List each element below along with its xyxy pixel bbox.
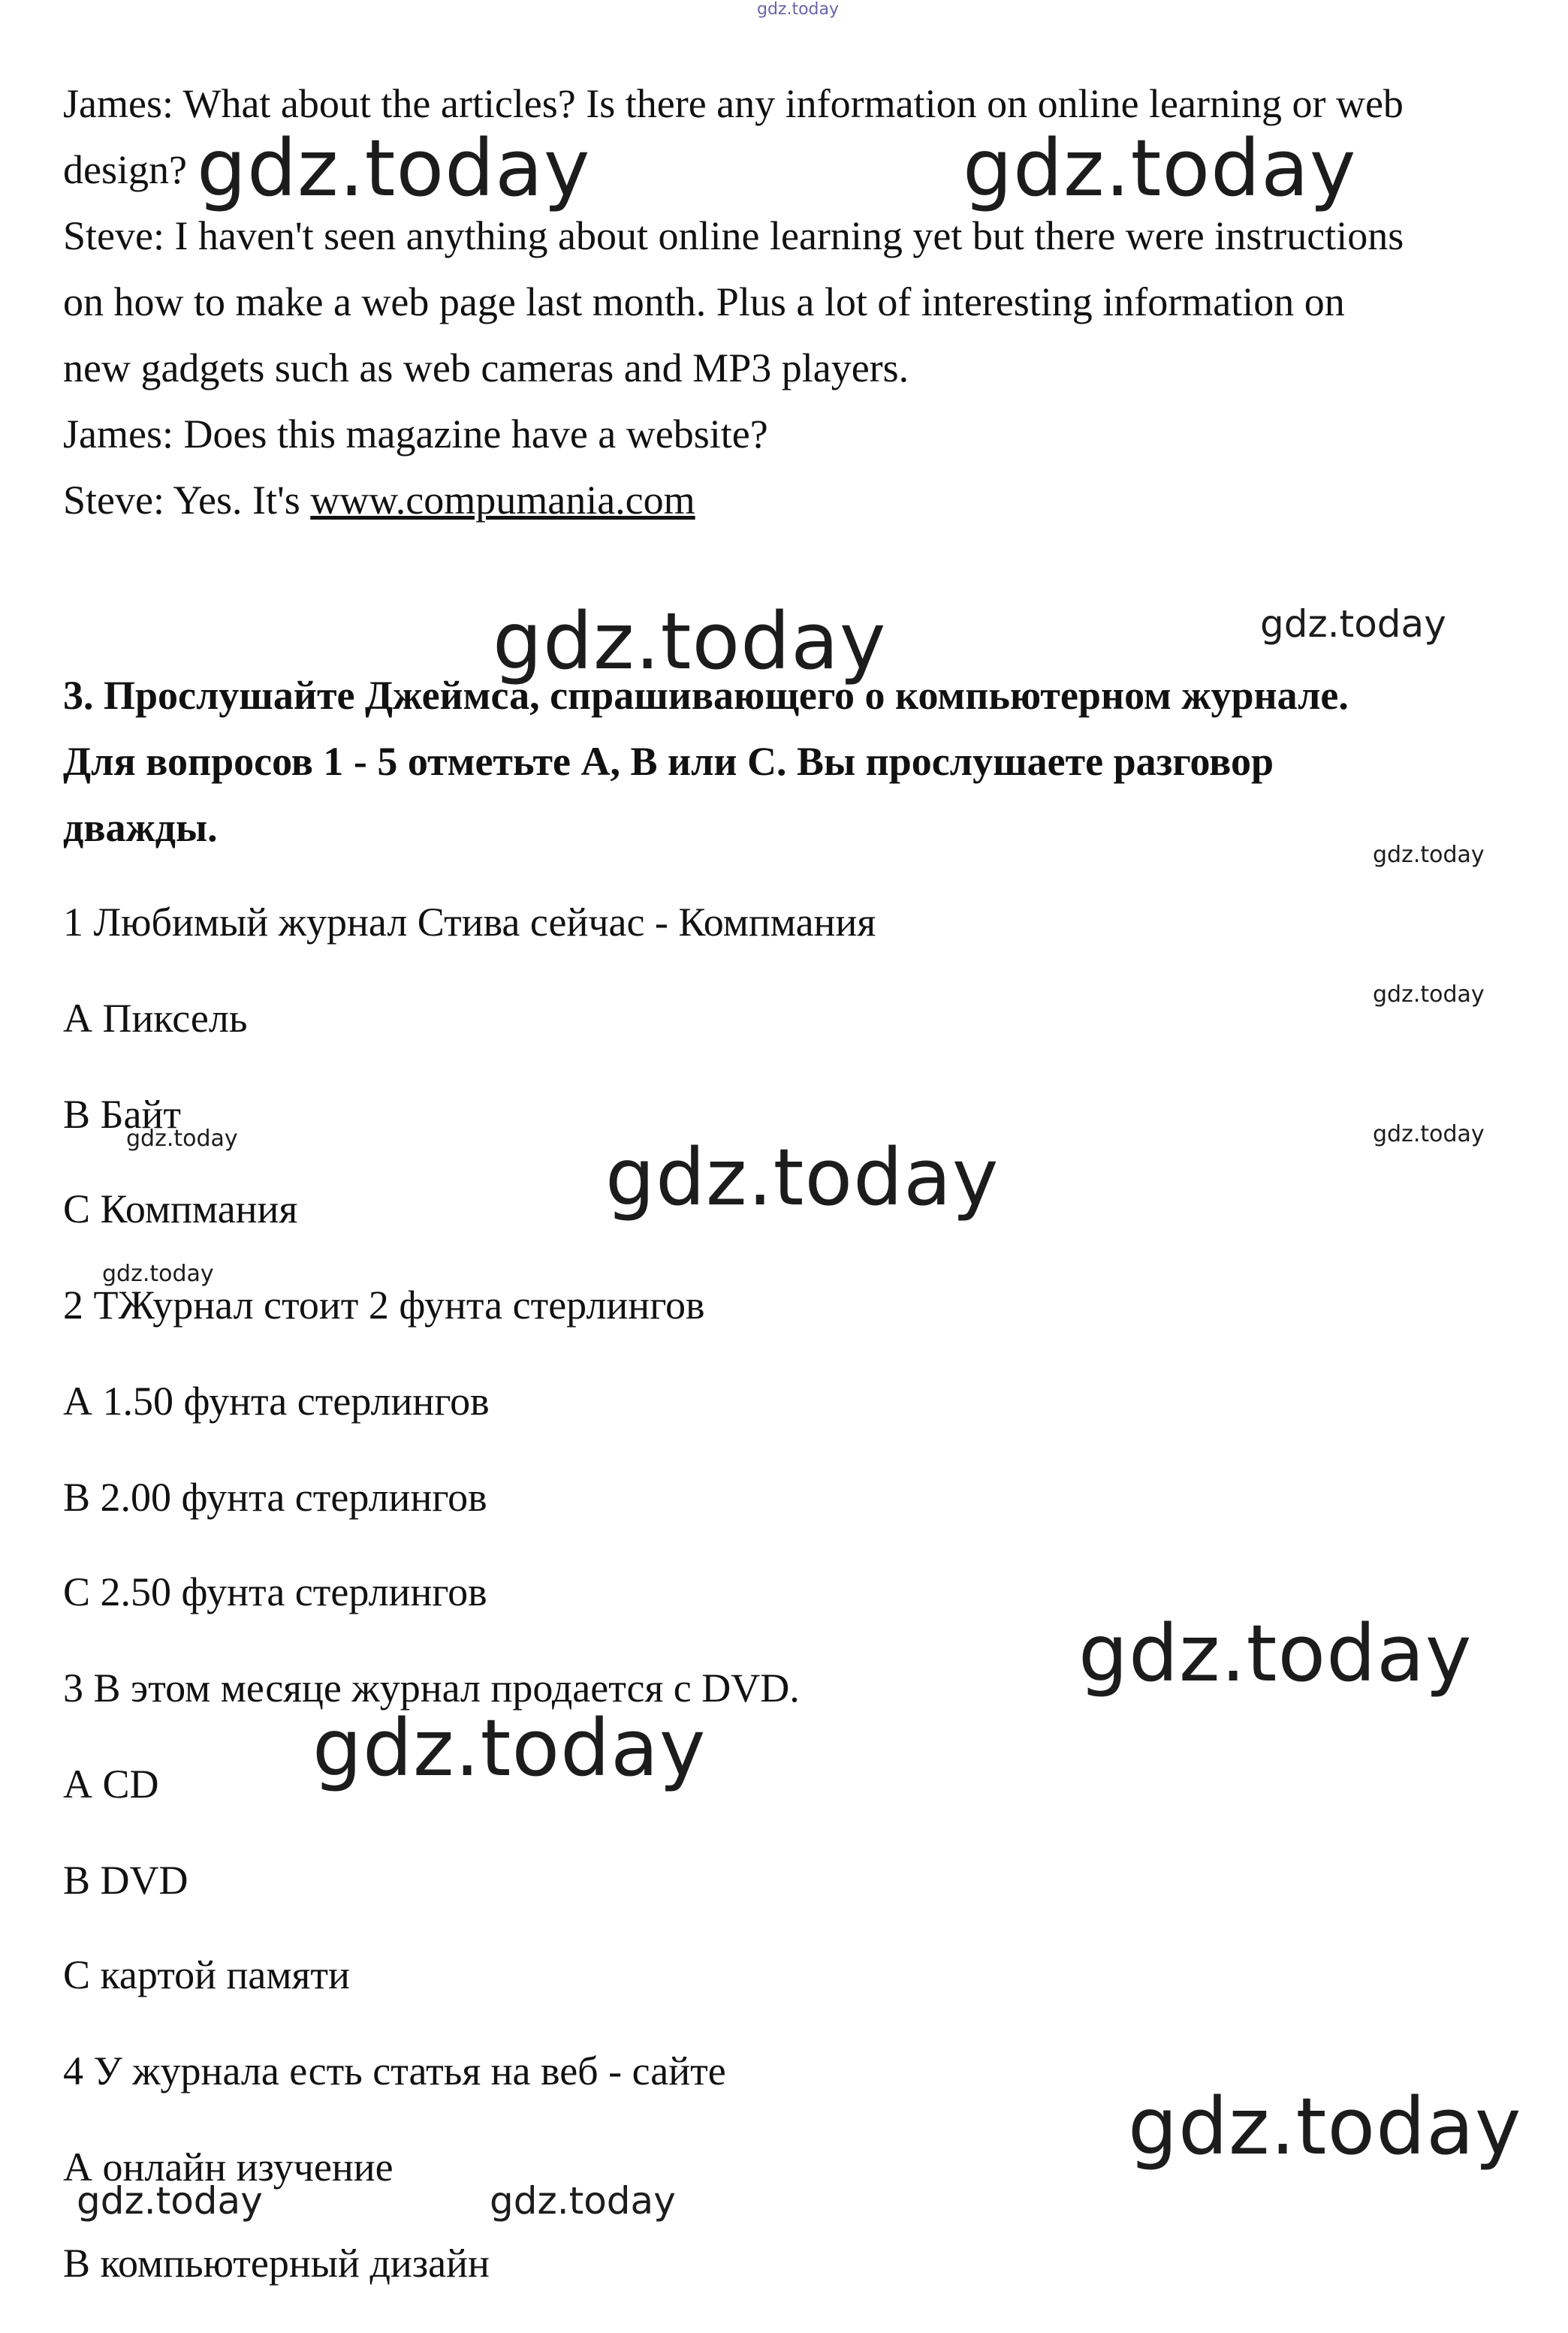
watermark-5: gdz.today — [1373, 842, 1485, 868]
task-heading-line-1: 3. Прослушайте Джеймса, спрашивающего о компьютерном журнале. — [63, 673, 1349, 718]
question-3-option-b: В DVD — [63, 1858, 188, 1903]
dialogue-line-2: design? — [63, 147, 187, 192]
question-4: 4 У журнала есть статья на веб - сайте — [63, 2048, 726, 2093]
dialogue-line-6: James: Does this magazine have a website? — [63, 411, 768, 457]
dialogue-line-7 — [63, 476, 695, 524]
question-3-option-c: С картой памяти — [63, 1952, 350, 1997]
watermark-2: gdz.today — [963, 122, 1357, 214]
watermark-12: gdz.today — [312, 1702, 707, 1794]
watermark-11: gdz.today — [1078, 1608, 1473, 1699]
question-2-option-a: А 1.50 фунта стерлингов — [63, 1379, 490, 1424]
question-1-option-a: А Пиксель — [63, 996, 248, 1041]
question-2-option-c: С 2.50 фунта стерлингов — [63, 1569, 487, 1614]
question-4-option-b: В компьютерный дизайн — [63, 2241, 490, 2286]
watermark-8: gdz.today — [126, 1126, 238, 1152]
dialogue-line-7-prefix: Steve: Yes. It's — [63, 478, 311, 523]
watermark-9: gdz.today — [605, 1132, 1000, 1223]
watermark-3: gdz.today — [493, 595, 887, 687]
watermark-top: gdz.today — [757, 0, 840, 19]
dialogue-line-4: on how to make a web page last month. Plus a lot of interesting information on — [63, 279, 1345, 324]
question-3: 3 В этом месяце журнал продается с DVD. — [63, 1665, 800, 1711]
watermark-1: gdz.today — [197, 122, 591, 214]
question-1-option-b: В Байт — [63, 1092, 181, 1137]
watermark-4: gdz.today — [1260, 602, 1446, 646]
dialogue-line-3: Steve: I haven't seen anything about online learning yet but there were instructions — [63, 213, 1404, 258]
watermark-13: gdz.today — [1128, 2081, 1522, 2172]
question-3-option-a: А CD — [63, 1762, 159, 1807]
task-heading-line-3: дважды. — [63, 805, 218, 850]
question-1-option-c: С Компмания — [63, 1186, 298, 1231]
watermark-14: gdz.today — [77, 2179, 263, 2223]
question-1: 1 Любимый журнал Стива сейчас - Компмания — [63, 900, 876, 945]
watermark-6: gdz.today — [1373, 981, 1485, 1008]
dialogue-line-5: new gadgets such as web cameras and MP3 players. — [63, 345, 909, 390]
website-link[interactable]: www.compumania.com — [310, 478, 695, 523]
dialogue-line-1: James: What about the articles? Is there any information on online learning or web — [63, 81, 1404, 126]
watermark-10: gdz.today — [102, 1261, 214, 1287]
question-2-option-b: В 2.00 фунта стерлингов — [63, 1475, 487, 1520]
question-4-option-a: А онлайн изучение — [63, 2145, 394, 2190]
watermark-7: gdz.today — [1373, 1121, 1485, 1147]
task-heading-line-2: Для вопросов 1 - 5 отметьте А, В или С. Вы прослушаете разговор — [63, 739, 1274, 784]
question-2: 2 ТЖурнал стоит 2 фунта стерлингов — [63, 1283, 705, 1328]
watermark-15: gdz.today — [490, 2179, 676, 2223]
